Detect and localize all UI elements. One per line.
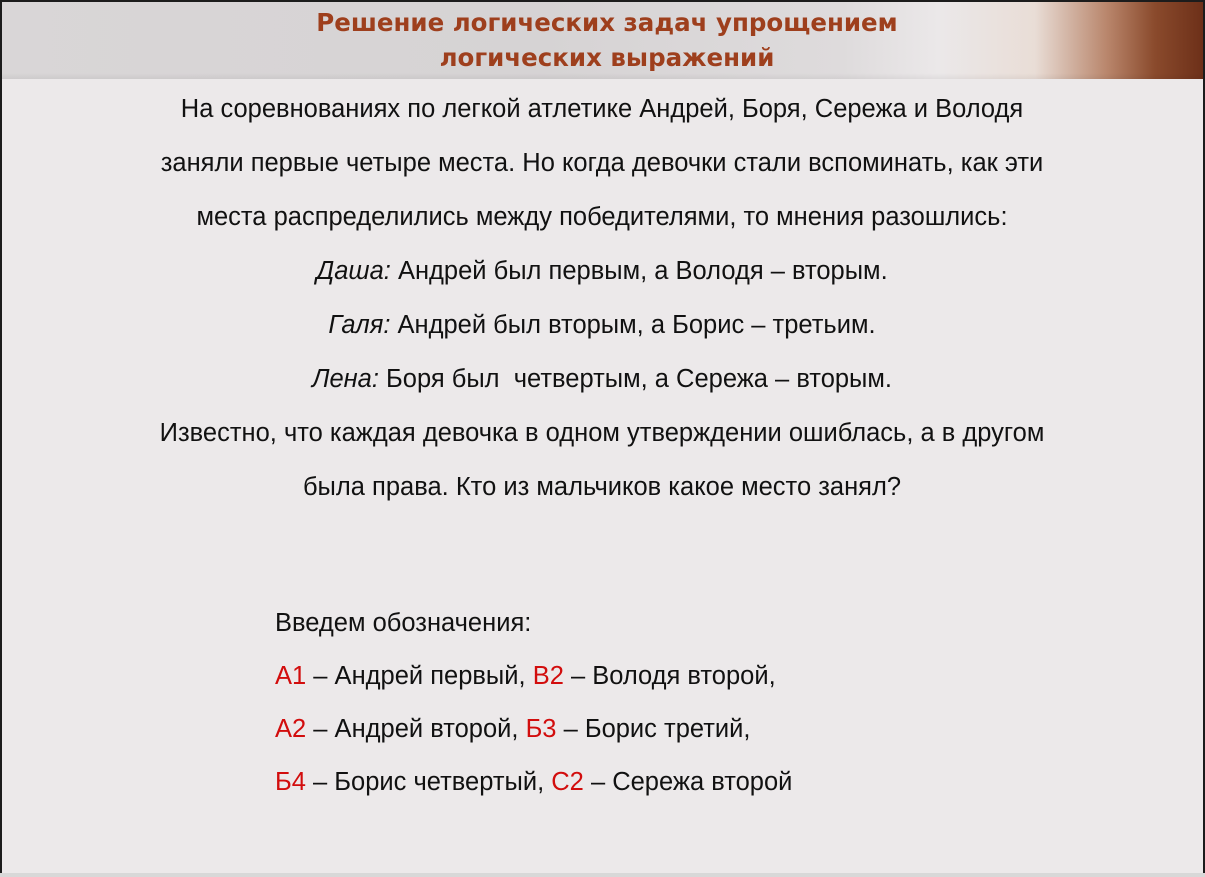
problem-outro-line-1: Известно, что каждая девочка в одном утверждении ошиблась, а в другом	[159, 419, 1045, 447]
speaker-name: Лена:	[311, 365, 379, 393]
bottom-edge	[0, 873, 1205, 877]
statement-text: Боря был четвертым, а Сережа – вторым.	[378, 365, 893, 393]
variable-s2: С2	[551, 768, 584, 796]
variable-description: – Володя второй,	[563, 662, 776, 690]
variable-description: – Сережа второй	[583, 768, 793, 796]
statement-lena	[32, 352, 1172, 406]
variable-description: – Борис третий,	[556, 715, 751, 743]
statement-text: Андрей был первым, а Володя – вторым.	[390, 257, 888, 285]
speaker-name: Даша:	[316, 257, 391, 285]
variable-b3: Б3	[525, 715, 557, 743]
slide-title-line-1: Решение логических задач упрощением	[316, 8, 898, 37]
variable-description: – Борис четвертый,	[305, 768, 552, 796]
variable-a1: А1	[275, 662, 307, 690]
notation-block	[275, 597, 792, 809]
speaker-name: Галя:	[328, 311, 391, 339]
slide-title	[2, 5, 1205, 75]
variable-description: – Андрей второй,	[306, 715, 526, 743]
variable-v2: В2	[532, 662, 564, 690]
notation-row	[275, 650, 792, 703]
slide-title-line-2: логических выражений	[439, 43, 775, 72]
variable-a2: А2	[275, 715, 307, 743]
notation-row	[275, 756, 792, 809]
notation-heading: Введем обозначения:	[275, 609, 532, 637]
statement-galya	[32, 298, 1172, 352]
variable-description: – Андрей первый,	[306, 662, 533, 690]
variable-b4: Б4	[275, 768, 306, 796]
statement-dasha	[32, 244, 1172, 298]
problem-intro-line-1: На соревнованиях по легкой атлетике Андрей, Боря, Сережа и Володя	[180, 95, 1024, 123]
problem-outro-line-2: была права. Кто из мальчиков какое место занял?	[302, 473, 902, 501]
problem-intro-line-3: места распределились между победителями, то мнения разошлись:	[196, 203, 1008, 231]
problem-intro-line-2: заняли первые четыре места. Но когда девочки стали вспоминать, как эти	[160, 149, 1044, 177]
notation-row	[275, 703, 792, 756]
statement-text: Андрей был вторым, а Борис – третьим.	[390, 311, 876, 339]
problem-statement	[32, 82, 1172, 514]
